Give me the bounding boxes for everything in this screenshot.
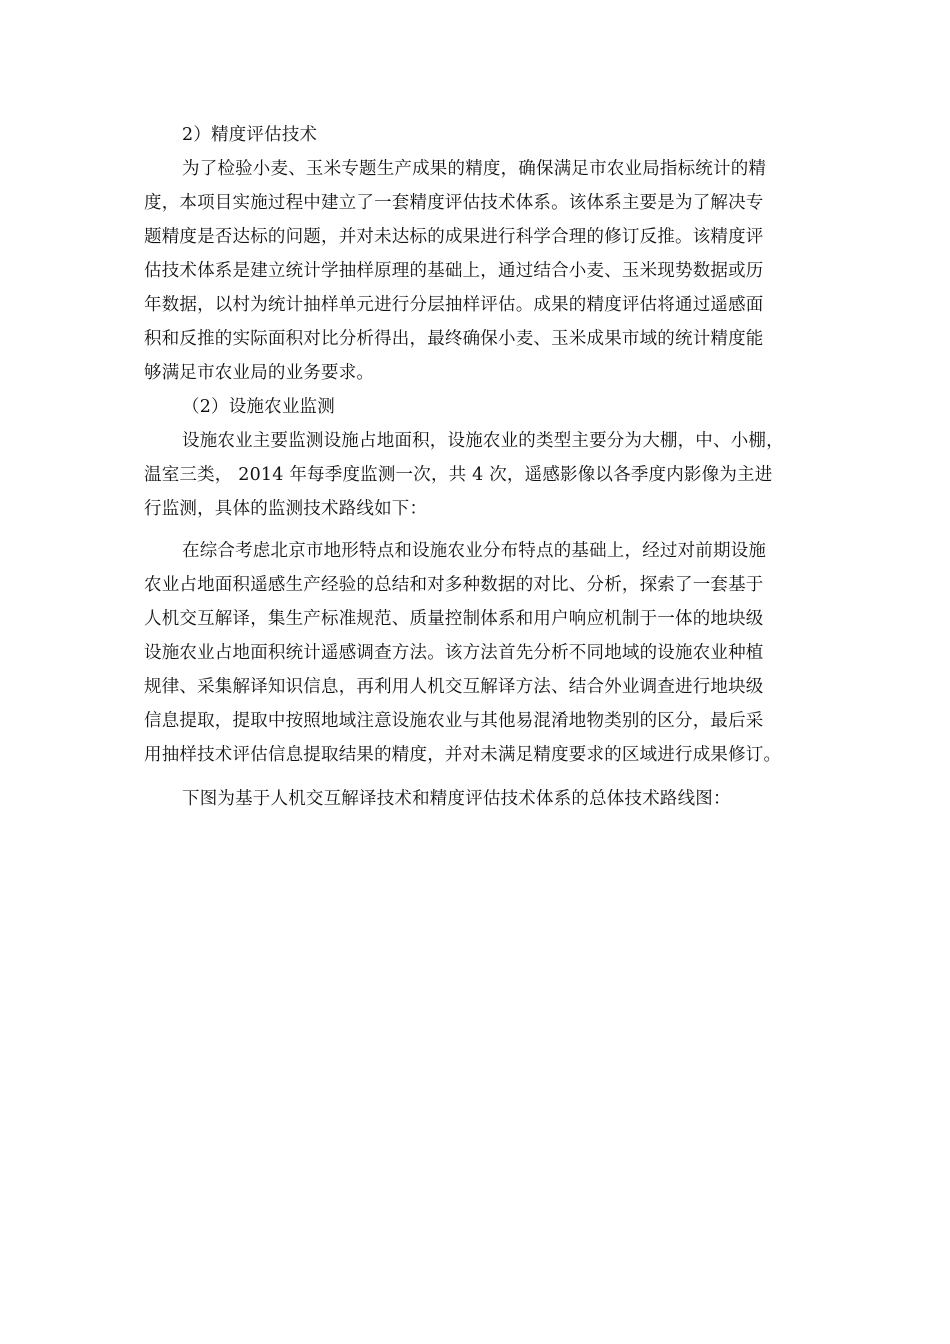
section-heading-facility-agriculture: （2）设施农业监测 (182, 397, 335, 417)
paragraph-line: 行监测，具体的监测技术路线如下： (144, 499, 428, 519)
paragraph-line: 估技术体系是建立统计学抽样原理的基础上，通过结合小麦、玉米现势数据或历 (144, 261, 764, 281)
paragraph-facility-intro (144, 424, 816, 526)
paragraph-line: 规律、采集解译知识信息，再利用人机交互解译方法、结合外业调查进行地块级 (144, 677, 764, 697)
figure-caption: 下图为基于人机交互解译技术和精度评估技术体系的总体技术路线图： (182, 789, 731, 809)
paragraph-facility-method (144, 534, 816, 772)
paragraph-line: 信息提取，提取中按照地域注意设施农业与其他易混淆地物类别的区分，最后采 (144, 711, 764, 731)
paragraph-line: 农业占地面积遥感生产经验的总结和对多种数据的对比、分析，探索了一套基于 (144, 575, 764, 595)
paragraph-line: 度，本项目实施过程中建立了一套精度评估技术体系。该体系主要是为了解决专 (144, 193, 764, 213)
paragraph-line: 够满足市农业局的业务要求。 (144, 363, 375, 383)
paragraph-line: 设施农业主要监测设施占地面积，设施农业的类型主要分为大棚，中、小棚， (182, 431, 784, 451)
document-body (144, 118, 816, 816)
paragraph-line: 题精度是否达标的问题，并对未达标的成果进行科学合理的修订反推。该精度评 (144, 227, 764, 247)
paragraph-line: 年数据，以村为统计抽样单元进行分层抽样评估。成果的精度评估将通过遥感面 (144, 295, 764, 315)
section-heading-accuracy-assessment: 2）精度评估技术 (182, 125, 318, 145)
paragraph-line: 人机交互解译，集生产标准规范、质量控制体系和用户响应机制于一体的地块级 (144, 609, 764, 629)
paragraph-line: 为了检验小麦、玉米专题生产成果的精度，确保满足市农业局指标统计的精 (182, 159, 767, 179)
paragraph-line: 在综合考虑北京市地形特点和设施农业分布特点的基础上，经过对前期设施 (182, 541, 767, 561)
paragraph-line: 积和反推的实际面积对比分析得出，最终确保小麦、玉米成果市域的统计精度能 (144, 329, 764, 349)
paragraph-line: 设施农业占地面积统计遥感调查方法。该方法首先分析不同地域的设施农业种植 (144, 643, 764, 663)
paragraph-line: 用抽样技术评估信息提取结果的精度，并对未满足精度要求的区域进行成果修订。 (144, 745, 782, 765)
paragraph-accuracy-assessment (144, 152, 816, 390)
paragraph-line: 温室三类， 2014 年每季度监测一次，共 4 次，遥感影像以各季度内影像为主进 (144, 465, 773, 485)
